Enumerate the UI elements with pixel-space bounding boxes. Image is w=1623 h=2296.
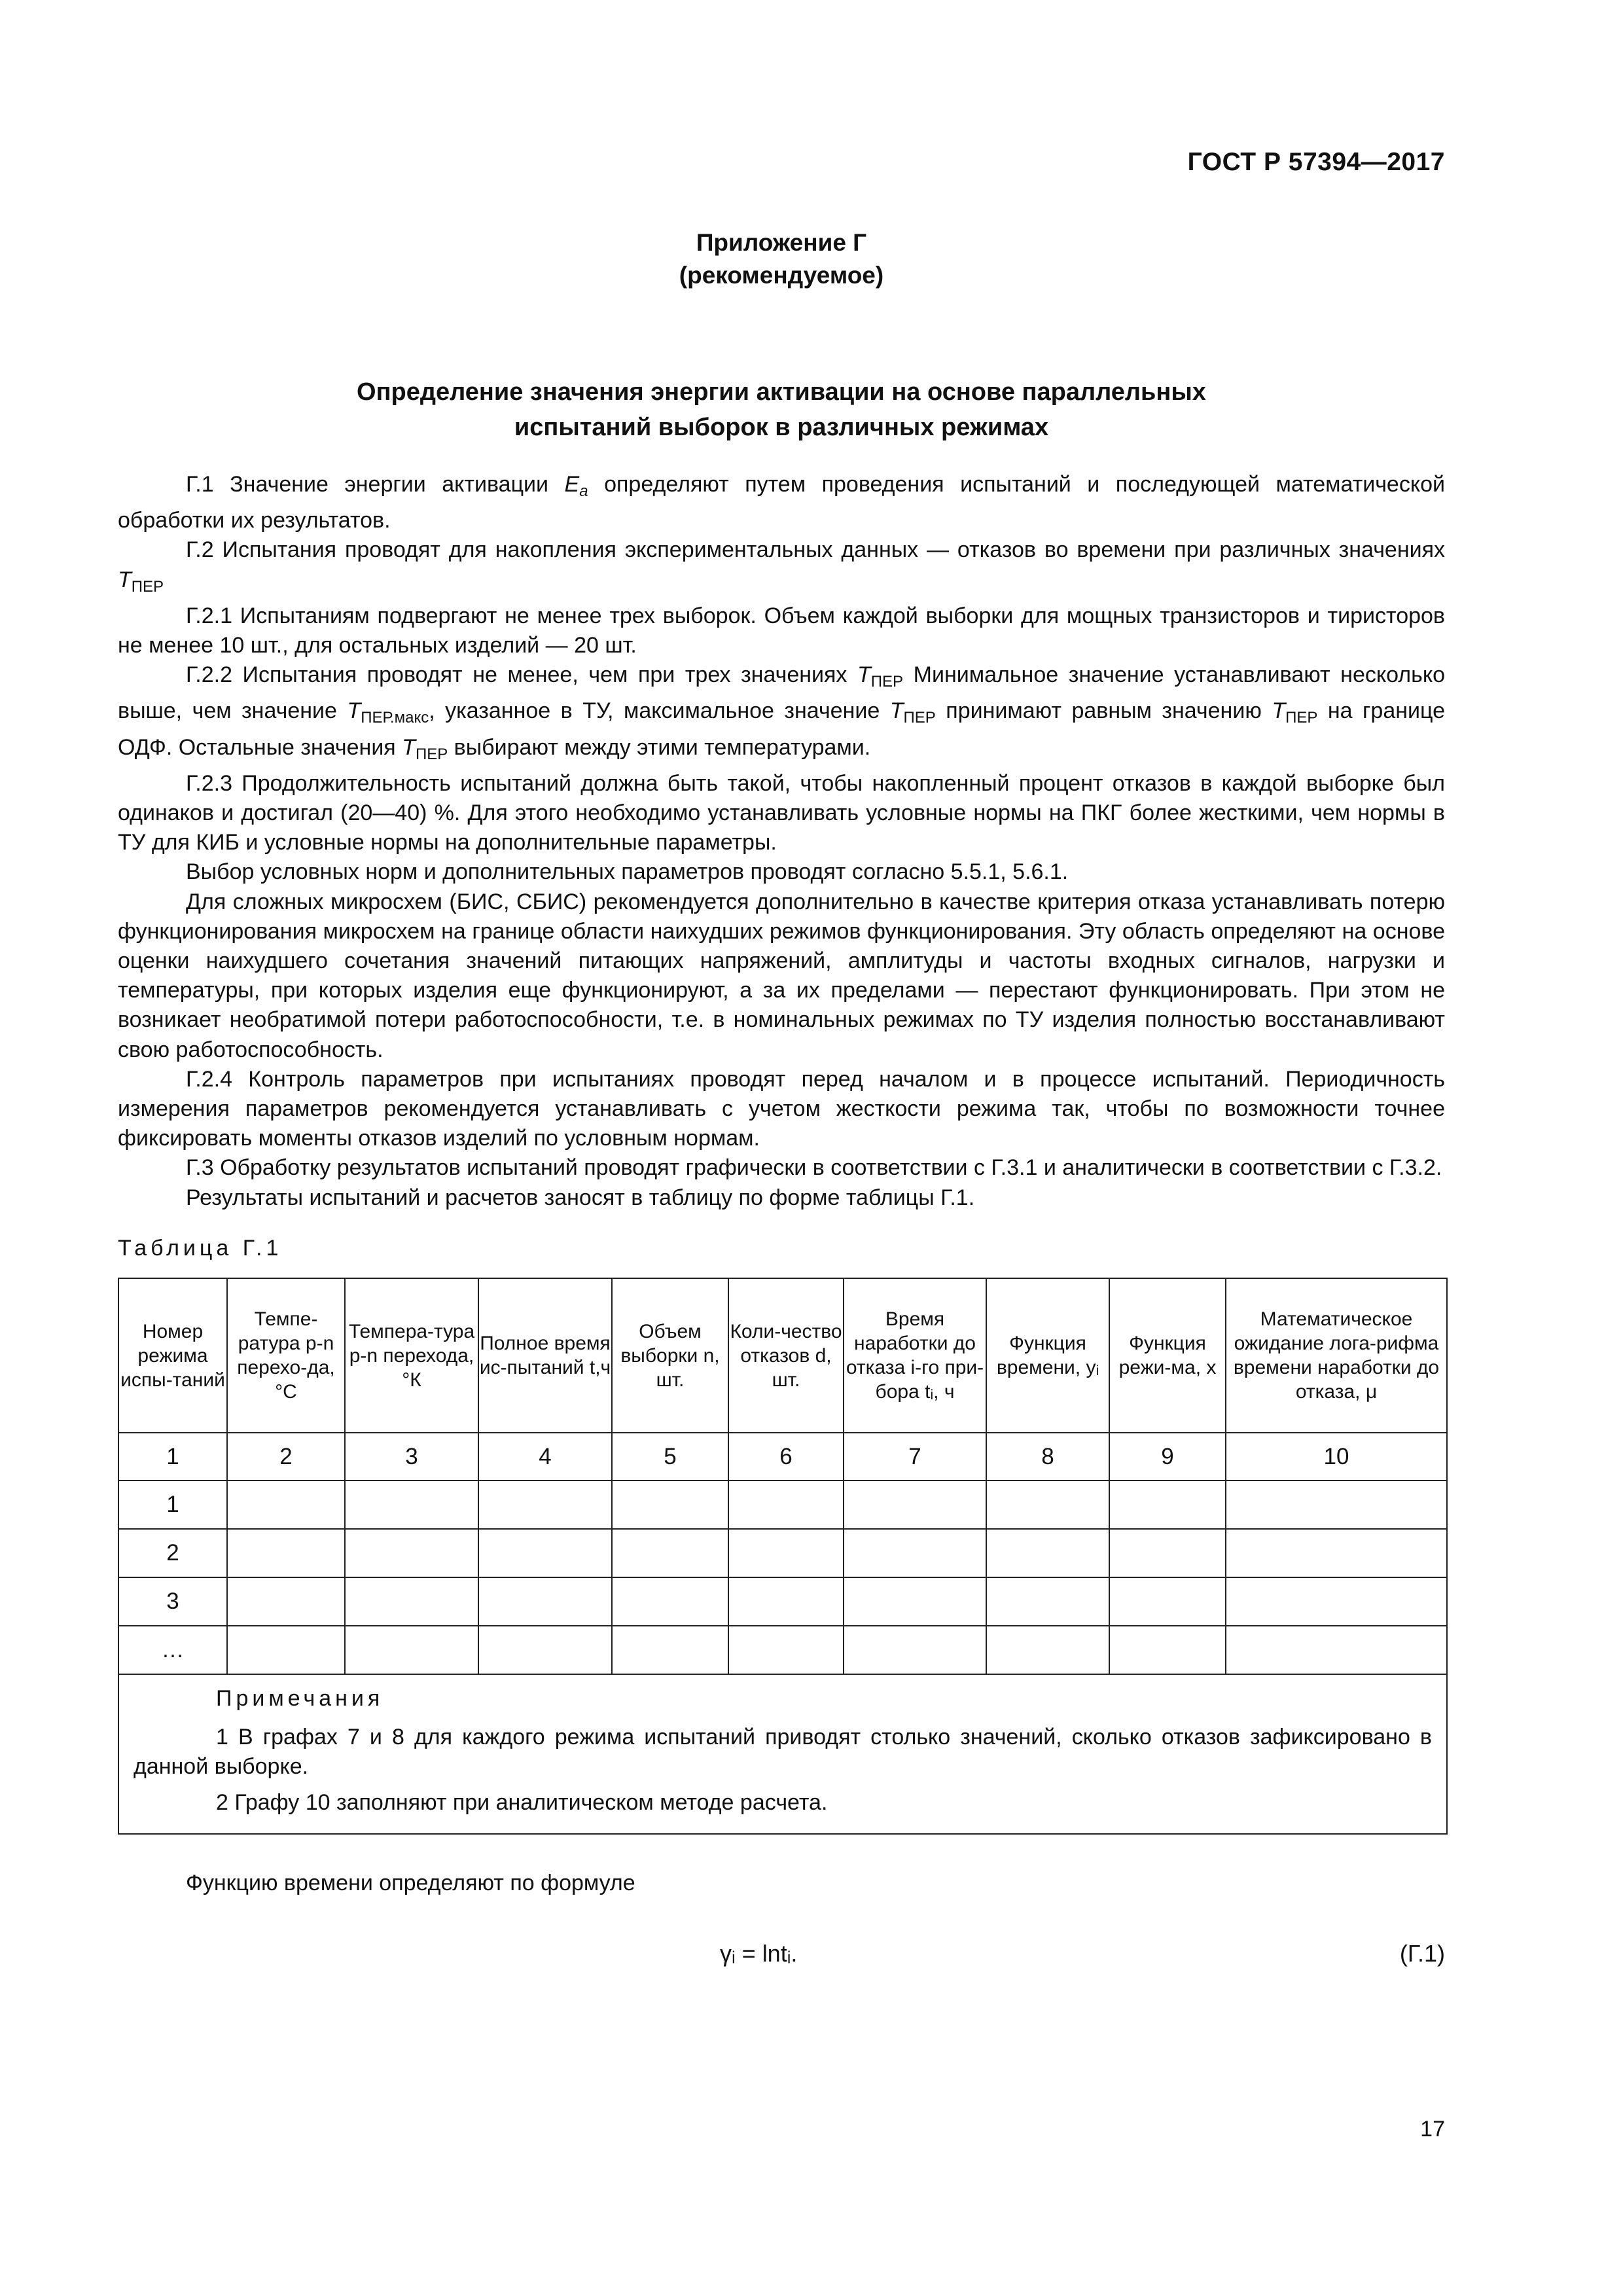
table-cell — [1109, 1529, 1226, 1577]
column-number: 3 — [345, 1433, 478, 1480]
document-code: ГОСТ Р 57394—2017 — [1187, 148, 1445, 176]
notes-cell — [118, 1674, 1447, 1834]
table-cell — [612, 1529, 728, 1577]
table-cell — [1226, 1626, 1447, 1674]
table-cell — [728, 1577, 844, 1626]
table-cell — [345, 1577, 478, 1626]
paragraph-microcircuits: Для сложных микросхем (БИС, СБИС) рекомендуется дополнительно в качестве критерия отказа устанавливать потерю функционирования микросхем на границе области наихудших режимов функционирования. Эту область определяют на основе оценки наихудшего сочетания значений питающих напряжений, амплитуды и частоты входных сигналов, нагрузки и температуры, при которых изделия еще функционируют, а за их пределами — перестают функционировать. При этом не возникает необратимой потери работоспособности, т.е. в номинальных режимах по ТУ изделия полностью восстанавливают свою работоспособность. — [118, 889, 1445, 1062]
text-run: Минимальное значение устанавливают несколько выше, чем значение — [118, 662, 1445, 724]
notes-row — [118, 1674, 1447, 1834]
table-cell — [478, 1480, 612, 1529]
table-cell — [1109, 1577, 1226, 1626]
column-number: 7 — [844, 1433, 986, 1480]
column-number: 6 — [728, 1433, 844, 1480]
paragraph-g2-3: Г.2.3 Продолжительность испытаний должна быть такой, чтобы накопленный процент отказов в каждой выборке был одинаков и достигал (20—40) %. Для этого необходимо устанавливать условные нормы на ПКГ более жесткими, чем нормы в ТУ для КИБ и условные нормы на дополнительные параметры. — [118, 770, 1445, 855]
table-cell — [1226, 1480, 1447, 1529]
table-cell — [478, 1529, 612, 1577]
column-number: 5 — [612, 1433, 728, 1480]
table-cell — [844, 1529, 986, 1577]
symbol-t: T — [347, 698, 361, 724]
row-label: 1 — [118, 1480, 227, 1529]
symbol-t: T — [1272, 698, 1286, 724]
header-cell: Время наработки до отказа i-го при-бора tᵢ, ч — [844, 1278, 986, 1433]
text-run: принимают равным значению — [935, 698, 1272, 724]
paragraph-g2-1: Г.2.1 Испытаниям подвергают не менее трех выборок. Объем каждой выборки для мощных транзисторов и тиристоров не менее 10 шт., для остальных изделий — 20 шт. — [118, 603, 1445, 658]
table-cell — [986, 1529, 1109, 1577]
note-2: 2 Графу 10 заполняют при аналитическом методе расчета. — [216, 1790, 828, 1815]
table-cell — [227, 1480, 345, 1529]
annex-status: (рекомендуемое) — [679, 262, 884, 289]
table-cell — [986, 1626, 1109, 1674]
symbol-t: T — [118, 567, 132, 592]
row-label: … — [118, 1626, 227, 1674]
column-number-row — [118, 1433, 1447, 1480]
table-cell — [844, 1626, 986, 1674]
column-number: 8 — [986, 1433, 1109, 1480]
table-cell — [227, 1626, 345, 1674]
subscript-per-max: ПЕР.макс — [361, 709, 429, 727]
table-cell — [345, 1626, 478, 1674]
table-cell — [728, 1480, 844, 1529]
section-title — [118, 374, 1445, 445]
table-cell — [844, 1577, 986, 1626]
paragraph-norms: Выбор условных норм и дополнительных параметров проводят согласно 5.5.1, 5.6.1. — [186, 859, 1069, 885]
formula-intro: Функцию времени определяют по формуле — [186, 1871, 635, 1895]
header-cell: Математическое ожидание лога-рифма времени наработки до отказа, μ — [1226, 1278, 1447, 1433]
paragraph-g2 — [118, 535, 1445, 601]
table-cell — [986, 1480, 1109, 1529]
table-row — [118, 1529, 1447, 1577]
formula-number: (Г.1) — [1399, 1940, 1445, 1967]
annex-heading — [118, 226, 1445, 292]
symbol-t: T — [889, 698, 904, 724]
table-cell — [728, 1626, 844, 1674]
subscript-per: ПЕР — [415, 745, 448, 763]
column-number: 2 — [227, 1433, 345, 1480]
header-cell: Объем выборки n, шт. — [612, 1278, 728, 1433]
annex-label: Приложение Г — [696, 229, 867, 256]
header-cell: Номер режима испы-таний — [118, 1278, 227, 1433]
column-number: 10 — [1226, 1433, 1447, 1480]
header-cell: Темпе-ратура p-n перехо-да, °С — [227, 1278, 345, 1433]
table-row — [118, 1577, 1447, 1626]
text-run: Г.2 Испытания проводят для накопления экспериментальных данных — отказов во времени при различных значениях — [186, 537, 1445, 563]
formula-expression: γᵢ = lntᵢ. — [720, 1940, 798, 1967]
table-caption: Таблица Г.1 — [118, 1236, 283, 1261]
page-number: 17 — [1420, 2117, 1445, 2142]
paragraph-g2-2 — [118, 660, 1445, 769]
subscript-a: а — [579, 482, 588, 500]
paragraph-g1 — [118, 470, 1445, 535]
note-1: 1 В графах 7 и 8 для каждого режима испытаний приводят столько значений, сколько отказов зафиксировано в данной выборке. — [134, 1725, 1432, 1779]
notes-title: Примечания — [216, 1686, 384, 1711]
table-cell — [227, 1577, 345, 1626]
header-cell: Функция времени, yᵢ — [986, 1278, 1109, 1433]
text-run: Г.1 Значение энергии активации — [186, 472, 565, 497]
symbol-e: E — [564, 472, 580, 497]
header-cell: Коли-чество отказов d, шт. — [728, 1278, 844, 1433]
header-cell: Темпера-тура p-n перехода, °К — [345, 1278, 478, 1433]
text-run: на границе ОДФ. Остальные значения — [118, 698, 1446, 760]
table-cell — [1109, 1480, 1226, 1529]
table-row — [118, 1626, 1447, 1674]
table-cell — [345, 1529, 478, 1577]
symbol-t: T — [402, 734, 416, 760]
subscript-per: ПЕР — [1285, 709, 1318, 727]
row-label: 3 — [118, 1577, 227, 1626]
subscript-per: ПЕР — [903, 709, 936, 727]
text-run: определяют путем проведения испытаний и последующей математической обработки их результатов. — [118, 472, 1445, 533]
table-cell — [227, 1529, 345, 1577]
text-run: выбирают между этими температурами. — [448, 734, 871, 760]
table-row — [118, 1480, 1447, 1529]
table-cell — [986, 1577, 1109, 1626]
header-cell: Полное время ис-пытаний t,ч — [478, 1278, 612, 1433]
row-label: 2 — [118, 1529, 227, 1577]
section-title-line-2: испытаний выборок в различных режимах — [514, 414, 1049, 441]
text-run: , указанное в ТУ, максимальное значение — [429, 698, 890, 724]
table-cell — [612, 1480, 728, 1529]
paragraph-g2-4: Г.2.4 Контроль параметров при испытаниях проводят перед началом и в процессе испытаний. Периодичность измерения параметров рекомендуется устанавливать с учетом жесткости режима так, чтобы по возможности точнее фиксировать моменты отказов изделий по условным нормам. — [118, 1066, 1445, 1151]
table-cell — [1109, 1626, 1226, 1674]
table-header-row — [118, 1278, 1447, 1433]
table-cell — [844, 1480, 986, 1529]
section-title-line-1: Определение значения энергии активации на основе параллельных — [357, 378, 1206, 406]
column-number: 9 — [1109, 1433, 1226, 1480]
subscript-per: ПЕР — [870, 673, 904, 691]
header-cell: Функция режи-ма, x — [1109, 1278, 1226, 1433]
table-cell — [478, 1577, 612, 1626]
table-cell — [612, 1577, 728, 1626]
text-run: Г.2.2 Испытания проводят не менее, чем при трех значениях — [186, 662, 857, 688]
paragraph-results: Результаты испытаний и расчетов заносят в таблицу по форме таблицы Г.1. — [186, 1185, 975, 1210]
table-cell — [1226, 1529, 1447, 1577]
subscript-per: ПЕР — [131, 577, 164, 596]
table-cell — [728, 1529, 844, 1577]
table-cell — [345, 1480, 478, 1529]
paragraph-g3: Г.3 Обработку результатов испытаний проводят графически в соответствии с Г.3.1 и аналитически в соответствии с Г.3.2. — [186, 1155, 1442, 1181]
column-number: 1 — [118, 1433, 227, 1480]
table-cell — [478, 1626, 612, 1674]
symbol-t: T — [857, 662, 871, 688]
column-number: 4 — [478, 1433, 612, 1480]
body-text — [118, 470, 1445, 1213]
table-cell — [1226, 1577, 1447, 1626]
results-table — [118, 1278, 1448, 1835]
table-cell — [612, 1626, 728, 1674]
